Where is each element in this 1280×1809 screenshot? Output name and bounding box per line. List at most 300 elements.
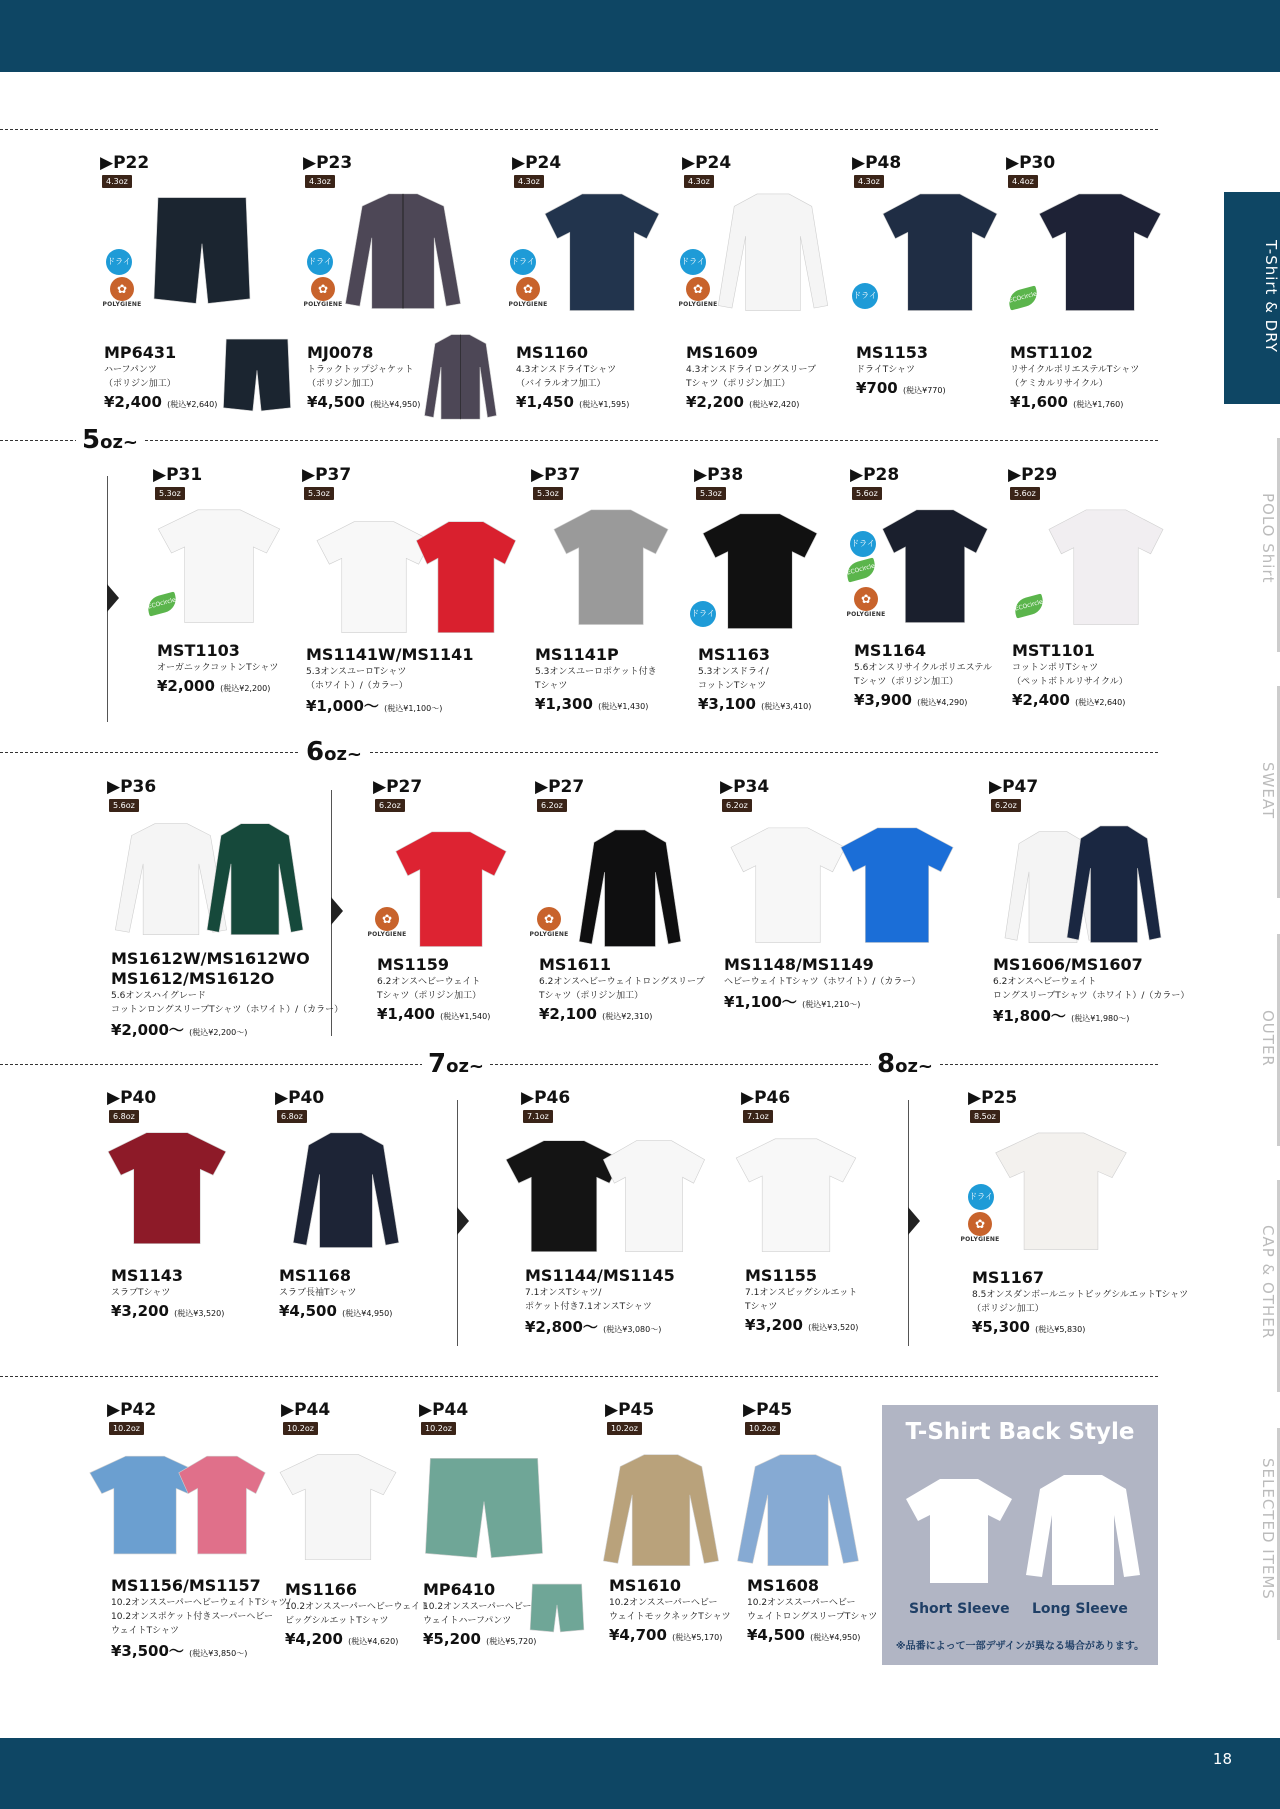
price-tax-included: (税込¥3,410) <box>761 702 812 711</box>
description-line: ロングスリーブTシャツ（ホワイト）/（カラー） <box>993 991 1190 1001</box>
price-value: ¥2,400 <box>1012 691 1070 709</box>
price-tax-included: (税込¥3,850〜) <box>189 1649 248 1658</box>
price-tax-included: (税込¥1,430) <box>598 702 649 711</box>
price-tax-included: (税込¥2,200〜) <box>189 1028 248 1037</box>
product-description <box>972 1288 1188 1316</box>
dry-badge-icon: ドライ <box>852 283 878 309</box>
page-reference[interactable]: ▶P42 <box>107 1400 157 1420</box>
weight-tag: 5.3oz <box>155 487 185 500</box>
product-image <box>275 1450 401 1566</box>
polygiene-label: POLYGIENE <box>846 611 886 618</box>
product-image <box>103 1128 231 1250</box>
back-style-title: T-Shirt Back Style <box>905 1419 1135 1445</box>
description-line: 5.3オンスドライ/ <box>698 667 769 677</box>
product-thumbnail <box>529 1582 585 1638</box>
description-line: オーガニックコットンTシャツ <box>157 663 279 673</box>
polygiene-badge-icon: ✿ POLYGIENE <box>100 277 144 308</box>
polygiene-badge-icon: ✿ POLYGIENE <box>506 277 550 308</box>
price <box>279 1302 392 1320</box>
dry-badge-icon: ドライ <box>680 249 706 275</box>
product-image <box>343 189 463 315</box>
description-line: 6.2オンスヘビーウェイト <box>993 977 1097 987</box>
product-description <box>1010 363 1139 391</box>
model-number: MS1608 <box>747 1576 819 1595</box>
description-line: スラブ長袖Tシャツ <box>279 1288 357 1298</box>
description-line: ポケット付き7.1オンスTシャツ <box>525 1302 652 1312</box>
price <box>1010 393 1123 411</box>
model-number: MS1155 <box>745 1266 817 1285</box>
model-number: MS1160 <box>516 343 588 362</box>
price <box>856 379 946 397</box>
model-number: MJ0078 <box>307 343 374 362</box>
product-image <box>153 505 285 629</box>
model-number: MS1166 <box>285 1580 357 1599</box>
price-tax-included: (税込¥5,830) <box>1035 1325 1086 1334</box>
page-reference[interactable]: ▶P45 <box>743 1400 793 1420</box>
weight-tag: 7.1oz <box>743 1110 773 1123</box>
price-tax-included: (税込¥5,720) <box>486 1637 537 1646</box>
product-description <box>111 989 343 1017</box>
model-number: MS1609 <box>686 343 758 362</box>
product-description <box>745 1286 857 1314</box>
model-number: MS1612W/MS1612WO <box>111 949 310 968</box>
price-tax-included: (税込¥4,620) <box>348 1637 399 1646</box>
price-value: ¥5,300 <box>972 1318 1030 1336</box>
price-value: ¥2,000 <box>157 677 215 695</box>
product-image <box>990 1128 1132 1256</box>
description-line: （ポリジン加工） <box>104 379 176 389</box>
price-tax-included: (税込¥2,420) <box>749 400 800 409</box>
product-description <box>525 1286 652 1314</box>
page-reference[interactable]: ▶P40 <box>275 1088 325 1108</box>
product-image <box>735 1450 861 1572</box>
product-description <box>111 1286 170 1300</box>
group-arrow-icon <box>908 1207 920 1235</box>
product-thumbnail <box>222 336 292 418</box>
footer-band <box>0 1738 1280 1809</box>
price <box>525 1316 661 1337</box>
section-divider <box>0 129 1158 130</box>
page-reference[interactable]: ▶P37 <box>531 465 581 485</box>
product-description <box>698 665 769 693</box>
description-line: ウェイトハーフパンツ <box>423 1616 512 1626</box>
description-line: （バイラルオフ加工） <box>516 379 606 389</box>
price-tax-included: (税込¥4,950) <box>370 400 421 409</box>
polygiene-badge-icon: ✿ POLYGIENE <box>676 277 720 308</box>
product-image <box>391 827 511 953</box>
weight-tag: 6.2oz <box>722 799 752 812</box>
weight-tag: 6.2oz <box>991 799 1021 812</box>
price-tax-included: (税込¥1,540) <box>440 1012 491 1021</box>
description-line: 5.6オンスリサイクルポリエステル <box>854 663 992 673</box>
weight-tag: 6.2oz <box>537 799 567 812</box>
description-line: （ケミカルリサイクル） <box>1010 379 1108 389</box>
price <box>993 1005 1129 1026</box>
price-value: ¥3,900 <box>854 691 912 709</box>
description-line: コットンロングスリーブTシャツ（ホワイト）/（カラー） <box>111 1005 344 1015</box>
dry-badge-icon: ドライ <box>968 1184 994 1210</box>
model-number: MS1164 <box>854 641 926 660</box>
product-description <box>279 1286 356 1300</box>
tab-label: SWEAT <box>1259 762 1277 820</box>
product-image <box>878 189 1002 317</box>
description-line: 10.2オンススーパーヘビーウェイトTシャツ/ <box>111 1598 291 1608</box>
price-tax-included: (税込¥2,310) <box>602 1012 653 1021</box>
page-reference[interactable]: ▶P29 <box>1008 465 1058 485</box>
polygiene-label: POLYGIENE <box>960 1236 1000 1243</box>
description-line: 8.5オンスダンボールニットビッグシルエットTシャツ <box>972 1290 1189 1300</box>
page-reference[interactable]: ▶P31 <box>153 465 203 485</box>
page-reference[interactable]: ▶P45 <box>605 1400 655 1420</box>
weight-tag: 10.2oz <box>283 1422 318 1435</box>
group-arrow-icon <box>457 1207 469 1235</box>
weight-tag: 5.3oz <box>533 487 563 500</box>
price-value: ¥4,200 <box>285 1630 343 1648</box>
section-label-7oz: 7oz~ <box>422 1051 490 1077</box>
price <box>539 1005 652 1023</box>
model-number: MS1163 <box>698 645 770 664</box>
weight-tag: 4.3oz <box>102 175 132 188</box>
weight-tag: 5.3oz <box>696 487 726 500</box>
eco-circle-badge-icon: ECOcircle <box>1012 593 1046 618</box>
price-value: ¥4,700 <box>609 1626 667 1644</box>
short-sleeve-back-icon <box>900 1475 1018 1587</box>
price <box>747 1626 860 1644</box>
model-number: MP6431 <box>104 343 177 362</box>
product-thumbnail <box>423 331 498 425</box>
price <box>1012 691 1125 709</box>
price <box>724 991 860 1012</box>
price <box>686 393 799 411</box>
model-number: MS1143 <box>111 1266 183 1285</box>
tab-label: CAP & OTHER <box>1259 1225 1277 1340</box>
model-number: MS1141W/MS1141 <box>306 645 474 664</box>
description-line: 5.3オンスユーロTシャツ <box>306 667 407 677</box>
product-image <box>698 509 822 635</box>
price-value: ¥1,600 <box>1010 393 1068 411</box>
description-line: Tシャツ <box>535 681 568 691</box>
description-line: 7.1オンスTシャツ/ <box>525 1288 602 1298</box>
tab-tshirt-dry[interactable] <box>1224 192 1280 404</box>
page-reference[interactable]: ▶P44 <box>419 1400 469 1420</box>
dry-badge-icon: ドライ <box>850 531 876 557</box>
eco-circle-badge-icon: ECOcircle <box>844 557 878 582</box>
description-line: スラブTシャツ <box>111 1288 171 1298</box>
weight-tag: 8.5oz <box>970 1110 1000 1123</box>
price-tax-included: (税込¥5,170) <box>672 1633 723 1642</box>
description-line: （ペットボトルリサイクル） <box>1012 677 1128 687</box>
price <box>972 1318 1085 1336</box>
page-reference[interactable]: ▶P46 <box>741 1088 791 1108</box>
weight-tag: 4.4oz <box>1008 175 1038 188</box>
page-reference[interactable]: ▶P47 <box>989 777 1039 797</box>
price <box>306 695 442 716</box>
price-value: ¥1,800〜 <box>993 1007 1066 1025</box>
product-description <box>724 975 920 989</box>
page-reference[interactable]: ▶P25 <box>968 1088 1018 1108</box>
long-sleeve-back-icon <box>1022 1471 1144 1589</box>
product-description <box>854 661 992 689</box>
weight-tag: 4.3oz <box>854 175 884 188</box>
page-reference[interactable]: ▶P46 <box>521 1088 571 1108</box>
price <box>854 691 967 709</box>
product-description <box>423 1600 532 1628</box>
product-image <box>731 1134 861 1258</box>
product-image <box>1044 505 1168 631</box>
page-reference[interactable]: ▶P27 <box>373 777 423 797</box>
product-description <box>993 975 1189 1003</box>
price-value: ¥1,300 <box>535 695 593 713</box>
polygiene-label: POLYGIENE <box>678 301 718 308</box>
polygiene-badge-icon: ✿ POLYGIENE <box>365 907 409 938</box>
description-line: ビッグシルエットTシャツ <box>285 1616 389 1626</box>
price-value: ¥4,500 <box>307 393 365 411</box>
price-value: ¥1,400 <box>377 1005 435 1023</box>
price-value: ¥4,500 <box>747 1626 805 1644</box>
description-line: ドライTシャツ <box>856 365 916 375</box>
model-number: MS1606/MS1607 <box>993 955 1143 974</box>
eco-circle-badge-icon: ECOcircle <box>145 591 179 616</box>
weight-tag: 6.8oz <box>277 1110 307 1123</box>
price-value: ¥4,500 <box>279 1302 337 1320</box>
section-label-8oz: 8oz~ <box>871 1051 939 1077</box>
page-reference[interactable]: ▶P40 <box>107 1088 157 1108</box>
weight-tag: 4.3oz <box>514 175 544 188</box>
description-line: コットンTシャツ <box>698 681 767 691</box>
section-divider <box>0 1064 1158 1065</box>
page-reference[interactable]: ▶P44 <box>281 1400 331 1420</box>
price-value: ¥3,500〜 <box>111 1642 184 1660</box>
description-line: ウェイトモックネックTシャツ <box>609 1612 731 1622</box>
page-reference[interactable]: ▶P34 <box>720 777 770 797</box>
polygiene-label: POLYGIENE <box>529 931 569 938</box>
dry-badge-icon: ドライ <box>690 601 716 627</box>
weight-tag: 5.6oz <box>109 799 139 812</box>
weight-tag: 4.3oz <box>684 175 714 188</box>
description-line: リサイクルポリエステルTシャツ <box>1010 365 1140 375</box>
description-line: トラックトップジャケット <box>307 365 414 375</box>
weight-tag: 6.2oz <box>375 799 405 812</box>
product-description <box>157 661 278 675</box>
long-sleeve-label: Long Sleeve <box>1032 1601 1128 1617</box>
price-value: ¥1,450 <box>516 393 574 411</box>
product-image <box>549 505 673 631</box>
weight-tag: 5.6oz <box>852 487 882 500</box>
group-arrow-icon <box>331 897 343 925</box>
product-image <box>726 823 850 949</box>
tab-cap-other[interactable] <box>1221 1180 1280 1392</box>
page-reference[interactable]: ▶P23 <box>303 153 353 173</box>
price-tax-included: (税込¥2,640) <box>1075 698 1126 707</box>
page-reference[interactable]: ▶P48 <box>852 153 902 173</box>
product-description <box>285 1600 429 1628</box>
product-image <box>716 189 830 317</box>
product-image <box>1065 821 1163 949</box>
page-reference[interactable]: ▶P24 <box>512 153 562 173</box>
product-image <box>540 189 664 317</box>
tab-selected-items[interactable] <box>1221 1428 1280 1640</box>
description-line: 7.1オンスビッグシルエット <box>745 1288 858 1298</box>
price-tax-included: (税込¥4,950) <box>342 1309 393 1318</box>
price <box>698 695 811 713</box>
price-value: ¥2,100 <box>539 1005 597 1023</box>
tab-sweat[interactable] <box>1221 686 1280 898</box>
tab-label: SELECTED ITEMS <box>1259 1458 1277 1600</box>
product-image <box>836 823 958 949</box>
product-image <box>599 1136 709 1258</box>
product-description <box>307 363 414 391</box>
polygiene-label: POLYGIENE <box>102 301 142 308</box>
model-number: MS1153 <box>856 343 928 362</box>
price <box>111 1019 247 1040</box>
description-line: ハーフパンツ <box>104 365 157 375</box>
description-line: 5.6オンスハイグレード <box>111 991 206 1001</box>
tab-label: POLO Shirt <box>1259 493 1277 584</box>
price-tax-included: (税込¥1,595) <box>579 400 630 409</box>
description-line: ウェイトTシャツ <box>111 1626 179 1636</box>
weight-tag: 10.2oz <box>745 1422 780 1435</box>
tab-polo-shirt[interactable] <box>1221 438 1280 652</box>
model-number: MS1610 <box>609 1576 681 1595</box>
description-line: 10.2オンススーパーヘビー <box>423 1602 532 1612</box>
product-image <box>1034 189 1166 317</box>
description-line: （ホワイト）/（カラー） <box>306 681 408 691</box>
model-number: MS1167 <box>972 1268 1044 1287</box>
product-image <box>423 1454 545 1566</box>
price-value: ¥3,200 <box>745 1316 803 1334</box>
product-description <box>306 665 408 693</box>
model-number: MS1144/MS1145 <box>525 1266 675 1285</box>
model-number: MST1101 <box>1012 641 1095 660</box>
weight-tag: 5.3oz <box>304 487 334 500</box>
price-value: ¥700 <box>856 379 898 397</box>
description-line: 6.2オンスヘビーウェイト <box>377 977 481 987</box>
price-tax-included: (税込¥3,520) <box>174 1309 225 1318</box>
model-number: MST1103 <box>157 641 240 660</box>
product-image <box>205 819 305 941</box>
description-line: Tシャツ（ポリジン加工） <box>539 991 644 1001</box>
price <box>111 1640 247 1661</box>
description-line: Tシャツ（ポリジン加工） <box>377 991 482 1001</box>
polygiene-label: POLYGIENE <box>508 301 548 308</box>
weight-tag: 10.2oz <box>109 1422 144 1435</box>
section-divider <box>0 1376 1158 1377</box>
product-description <box>535 665 657 693</box>
header-band <box>0 0 1280 72</box>
model-number: MS1168 <box>279 1266 351 1285</box>
product-image <box>175 1452 269 1560</box>
page-reference[interactable]: ▶P27 <box>535 777 585 797</box>
page-reference[interactable]: ▶P37 <box>302 465 352 485</box>
description-line: 4.3オンスドライロングスリーブ <box>686 365 817 375</box>
product-image <box>412 517 520 639</box>
page-reference[interactable]: ▶P24 <box>682 153 732 173</box>
price <box>609 1626 722 1644</box>
model-number-secondary: MS1612/MS1612O <box>111 969 275 988</box>
product-description <box>856 363 915 377</box>
product-description <box>609 1596 731 1624</box>
polygiene-badge-icon: ✿ POLYGIENE <box>527 907 571 938</box>
price-tax-included: (税込¥3,080〜) <box>603 1325 662 1334</box>
tab-label: T-Shirt & DRY <box>1262 240 1280 353</box>
price <box>285 1630 398 1648</box>
price-value: ¥5,200 <box>423 1630 481 1648</box>
polygiene-label: POLYGIENE <box>303 301 343 308</box>
section-label-6oz: 6oz~ <box>300 739 368 765</box>
price-value: ¥2,400 <box>104 393 162 411</box>
eco-circle-badge-icon: ECOcircle <box>1006 285 1040 310</box>
polygiene-badge-icon: ✿ POLYGIENE <box>301 277 345 308</box>
product-image <box>152 193 252 312</box>
back-style-panel <box>882 1405 1158 1665</box>
model-number: MS1148/MS1149 <box>724 955 874 974</box>
price <box>307 393 420 411</box>
price-tax-included: (税込¥1,980〜) <box>1071 1014 1130 1023</box>
model-number: MS1611 <box>539 955 611 974</box>
product-image <box>878 505 992 629</box>
page-reference[interactable]: ▶P22 <box>100 153 150 173</box>
product-description <box>377 975 481 1003</box>
page-reference[interactable]: ▶P30 <box>1006 153 1056 173</box>
product-description <box>539 975 705 1003</box>
price-tax-included: (税込¥2,200) <box>220 684 271 693</box>
page-reference[interactable]: ▶P38 <box>694 465 744 485</box>
price-tax-included: (税込¥1,760) <box>1073 400 1124 409</box>
description-line: ウェイトロングスリーブTシャツ <box>747 1612 878 1622</box>
product-description <box>104 363 176 391</box>
price-value: ¥1,100〜 <box>724 993 797 1011</box>
product-description <box>111 1596 291 1638</box>
weight-tag: 10.2oz <box>607 1422 642 1435</box>
dry-badge-icon: ドライ <box>307 249 333 275</box>
price <box>516 393 629 411</box>
price <box>111 1302 224 1320</box>
model-number: MS1159 <box>377 955 449 974</box>
back-style-note: ※品番によって一部デザインが異なる場合があります。 <box>895 1641 1145 1652</box>
price <box>157 677 270 695</box>
weight-tag: 7.1oz <box>523 1110 553 1123</box>
model-number: MST1102 <box>1010 343 1093 362</box>
price-tax-included: (税込¥2,640) <box>167 400 218 409</box>
product-image <box>601 1450 721 1572</box>
page-reference[interactable]: ▶P28 <box>850 465 900 485</box>
polygiene-label: POLYGIENE <box>367 931 407 938</box>
price-value: ¥2,800〜 <box>525 1318 598 1336</box>
model-number: MP6410 <box>423 1580 496 1599</box>
description-line: Tシャツ（ポリジン加工） <box>686 379 791 389</box>
product-description <box>1012 661 1128 689</box>
description-line: ヘビーウェイトTシャツ（ホワイト）/（カラー） <box>724 977 921 987</box>
page-reference[interactable]: ▶P36 <box>107 777 157 797</box>
description-line: 10.2オンススーパーヘビーウェイト <box>285 1602 430 1612</box>
weight-tag: 6.8oz <box>109 1110 139 1123</box>
polygiene-badge-icon: ✿ POLYGIENE <box>958 1212 1002 1243</box>
description-line: 4.3オンスドライTシャツ <box>516 365 617 375</box>
price-tax-included: (税込¥4,290) <box>917 698 968 707</box>
description-line: Tシャツ <box>745 1302 778 1312</box>
short-sleeve-label: Short Sleeve <box>909 1601 1010 1617</box>
model-number: MS1156/MS1157 <box>111 1576 261 1595</box>
price-tax-included: (税込¥1,100〜) <box>384 704 443 713</box>
price <box>423 1630 536 1648</box>
tab-outer[interactable] <box>1221 934 1280 1146</box>
product-description <box>747 1596 877 1624</box>
model-number: MS1141P <box>535 645 619 664</box>
price-tax-included: (税込¥3,520) <box>808 1323 859 1332</box>
page-number: 18 <box>1212 1750 1232 1768</box>
price <box>104 393 217 411</box>
product-image <box>577 825 683 953</box>
